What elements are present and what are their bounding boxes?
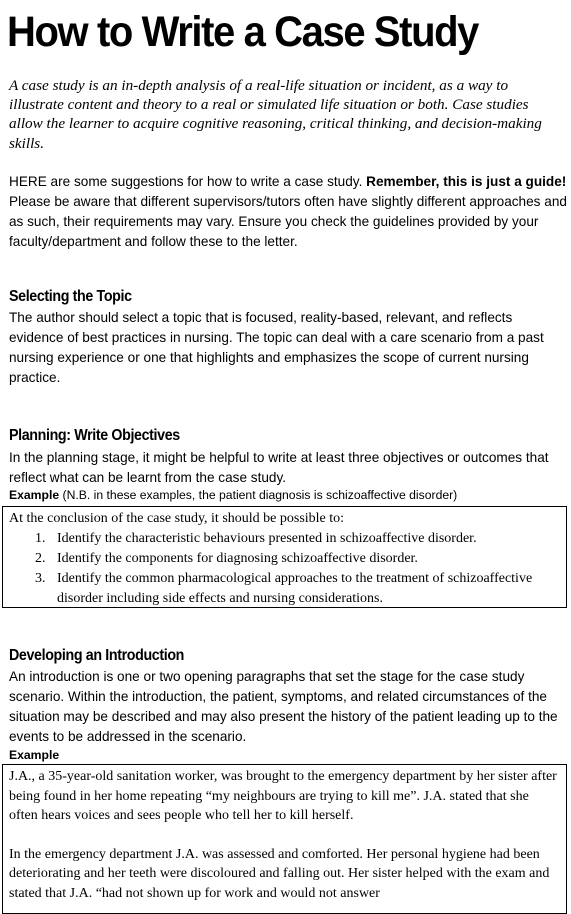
example-label-introduction	[9, 747, 59, 763]
case-example-box	[2, 764, 567, 914]
section-body-introduction: An introduction is one or two opening paragraphs that set the stage for the case study scenario. Within the introduction, the patient, symptoms, and related circumstances of the situation may be described and may also present the history of the patient leading up to the events to be addressed in the scenario.	[9, 669, 558, 744]
objective-number: 2.	[35, 551, 46, 566]
case-paragraph: J.A., a 35-year-old sanitation worker, was brought to the emergency department by her sister after being found in her home repeating “my neighbours are trying to kill me”. J.A. stated that she often hears voices and sees people who tell her to kill herself.	[9, 769, 557, 823]
example-note: (N.B. in these examples, the patient diagnosis is schizoaffective disorder)	[59, 488, 458, 502]
example-label-text: Example	[9, 748, 60, 762]
objective-text: Identify the common pharmacological approaches to the treatment of schizoaffective disorder including side effects and nursing considerations.	[57, 571, 533, 606]
suggestions-rest: Please be aware that different supervisors/tutors often have slightly different approaches and as such, their requirements may vary. Ensure you check the guidelines provided by your faculty/department and follow these to the letter.	[9, 194, 567, 249]
section-heading-planning: Planning: Write Objectives	[9, 427, 180, 444]
section-body-planning: In the planning stage, it might be helpful to write at least three objectives or outcomes that reflect what can be learnt from the case study.	[9, 450, 549, 485]
example-label-planning	[9, 487, 457, 503]
intro-paragraph: A case study is an in-depth analysis of a real-life situation or incident, as a way to illustrate content and theory to a real or simulated life situation or both. Case studies allow the learner to acquire cognitive reasoning, critical thinking, and decision-making skills.	[9, 77, 542, 152]
suggestions-paragraph	[9, 172, 567, 252]
objectives-example-box	[2, 506, 567, 608]
objective-text: Identify the characteristic behaviours presented in schizoaffective disorder.	[57, 531, 477, 546]
section-heading-topic: Selecting the Topic	[9, 288, 132, 305]
objective-number: 1.	[35, 531, 46, 546]
objective-number: 3.	[35, 571, 46, 586]
objectives-list	[9, 529, 560, 609]
objective-item	[9, 549, 560, 569]
suggestions-emphasis: Remember, this is just a guide!	[366, 174, 567, 189]
section-body-topic: The author should select a topic that is focused, reality-based, relevant, and reflects evidence of best practices in nursing. The topic can deal with a care scenario from a past nursing experience or one that highlights and emphasizes the scope of current nursing practice.	[9, 310, 544, 385]
objective-item	[9, 529, 560, 549]
section-heading-introduction: Developing an Introduction	[9, 647, 185, 664]
case-paragraph: In the emergency department J.A. was assessed and comforted. Her personal hygiene had been deteriorating and her teeth were discoloured and falling out. Her sister helped with the exam and stated that J.A. “had not shown up for work and would not answer	[9, 846, 550, 901]
objectives-box-intro: At the conclusion of the case study, it should be possible to:	[9, 511, 345, 526]
objective-item	[9, 569, 560, 609]
example-label-text: Example	[9, 488, 60, 502]
page-title: How to Write a Case Study	[7, 8, 479, 56]
suggestions-lead: HERE are some suggestions for how to write a case study.	[9, 174, 367, 189]
objective-text: Identify the components for diagnosing schizoaffective disorder.	[57, 551, 418, 566]
